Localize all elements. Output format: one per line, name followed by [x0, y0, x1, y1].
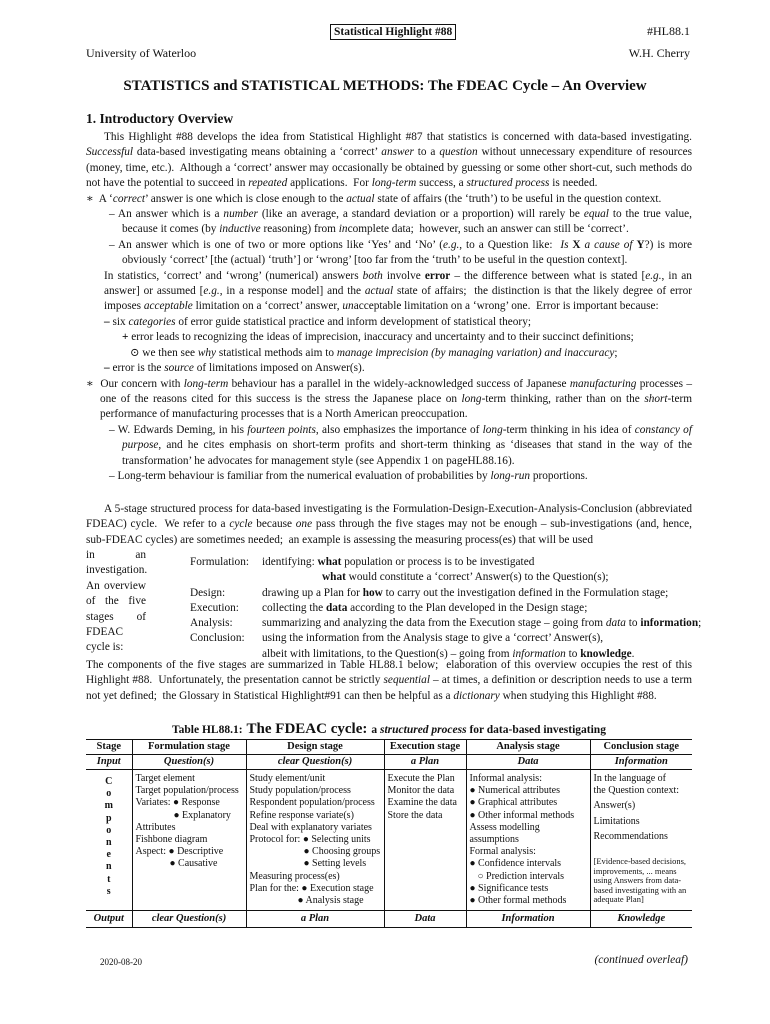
footer-date: 2020-08-20	[100, 957, 142, 967]
stage-name: Design:	[190, 586, 226, 599]
component-item: ● Explanatory	[173, 809, 231, 821]
continued-overleaf: (continued overleaf)	[594, 954, 688, 966]
component-item: Answer(s)	[593, 800, 636, 812]
component-item: Study population/process	[249, 785, 351, 797]
component-item: Deal with explanatory variates	[249, 821, 372, 833]
component-item: ● Other formal methods	[469, 895, 567, 907]
input-cell: Question(s)	[132, 755, 246, 770]
component-item: Protocol for: ● Selecting units	[249, 834, 371, 846]
output-cell: Output	[86, 911, 132, 928]
component-item: Fishbone diagram	[135, 834, 208, 846]
input-cell: a Plan	[384, 755, 466, 770]
error-paragraph: In statistics, ‘correct’ and ‘wrong’ (numerical) answers both involve error – the difference between what is stated [e.g., in an answer] or assumed [e.g., in a response model] and the actual state of affairs; the distinction is that the likely degree of error imposes acceptable limitation on a ‘correct’ answer, unacceptable limitation on a ‘wrong’ one. Error is important because:	[104, 269, 692, 313]
document-code: #HL88.1	[647, 24, 690, 38]
component-item: Informal analysis:	[469, 773, 542, 784]
component-item: ● Choosing groups	[303, 846, 381, 858]
output-cell: clear Question(s)	[132, 911, 246, 928]
execution-components	[384, 770, 466, 911]
component-item: In the language of	[593, 773, 666, 784]
header-cell: Conclusion stage	[590, 740, 692, 755]
component-item: Attributes	[135, 821, 176, 833]
component-item: Target element	[135, 773, 195, 784]
table-caption	[86, 720, 692, 738]
component-item: Variates: ● Response	[135, 797, 220, 809]
component-item: ● Other informal methods	[469, 809, 575, 821]
stage-text: identifying: what population or process is to be investigated	[262, 556, 535, 568]
header-cell: Execution stage	[384, 740, 466, 755]
header-cell: Stage	[86, 740, 132, 755]
stage-row-formulation-2	[190, 570, 701, 585]
component-item: Study element/unit	[249, 773, 326, 784]
component-item: ● Causative	[169, 858, 218, 870]
table-header-row	[86, 740, 692, 755]
subbullet-long-run: – Long-term behaviour is familiar from the numerical evaluation of probabilities by long-run proportions.	[109, 469, 588, 482]
stage-row-execution	[190, 601, 701, 616]
component-item: ● Numerical attributes	[469, 785, 560, 797]
author: W.H. Cherry	[628, 46, 690, 60]
error-reason-1: – six categories of error guide statistical practice and inform development of statistical theory;	[104, 315, 531, 328]
stage-name: Execution:	[190, 601, 239, 614]
stage-name: Conclusion:	[190, 632, 245, 645]
stages-list	[190, 555, 730, 662]
stage-text: what would constitute a ‘correct’ Answer(s) to the Question(s);	[322, 571, 609, 584]
component-item: ○ Prediction intervals	[477, 870, 565, 882]
component-item: the Question context:	[593, 785, 680, 797]
component-item: ● Confidence intervals	[469, 858, 562, 870]
component-item: Execute the Plan	[387, 773, 455, 784]
formulation-components	[132, 770, 246, 911]
component-item: ● Graphical attributes	[469, 797, 558, 809]
component-item: ● Setting levels	[303, 858, 367, 870]
stage-text: using the information from the Analysis stage to give a ‘correct’ Answer(s), albeit with limitations, to the Question(s) – going from information to knowledge.	[262, 632, 635, 660]
component-item: ● Significance tests	[469, 882, 549, 894]
subbullet-number: – An answer which is a number (like an average, a standard deviation or a proportion) will rarely be equal to the true value, because it comes (by inductive reasoning) from incomplete data; however, such an answer can still be ‘correct’.	[109, 208, 692, 236]
header-cell: Design stage	[246, 740, 384, 755]
component-item: Store the data	[387, 809, 443, 821]
components-paragraph: The components of the five stages are summarized in Table HL88.1 below; elaboration of this overview occupies the rest of this Highlight #88. Unfortunately, the presentation cannot be strictly sequential – at times, a definition or description needs to use a term not yet defined; the Glossary in Statistical Highlight#91 can then be helpful as a dictionary when studying this Highlight #88.	[86, 659, 692, 702]
stages-intro: in an investigation. An overview of the five stages of FDEAC cycle is:	[86, 549, 151, 654]
error-reason-4: – error is the source of limitations imposed on Answer(s).	[104, 362, 365, 375]
output-cell: Information	[466, 911, 590, 928]
output-cell: Data	[384, 911, 466, 928]
component-item: Plan for the: ● Execution stage	[249, 882, 374, 894]
error-reason-2: + error leads to recognizing the ideas of imprecision, inaccuracy and uncertainty and to their succinct definitions;	[122, 331, 634, 344]
component-item: Assess modelling assumptions	[469, 821, 540, 846]
section-body	[86, 130, 692, 484]
components-label: C o m p o n e n t s	[104, 776, 113, 897]
component-item: Formal analysis:	[469, 846, 536, 858]
component-item: ● Analysis stage	[297, 895, 364, 907]
subbullet-options: – An answer which is one of two or more options like ‘Yes’ and ‘No’ (e.g., to a Question like: Is X a cause of Y?) is more obviously ‘correct’ [the (actual) ‘truth’] or ‘wrong’ [too far from the ‘truth’ to be useful in the question context].	[109, 238, 692, 267]
section-heading: 1. Introductory Overview	[86, 111, 234, 126]
input-cell: Data	[466, 755, 590, 770]
component-item: Target population/process	[135, 785, 239, 797]
table-caption-prefix: Table HL88.1:	[172, 724, 243, 736]
component-item: Measuring process(es)	[249, 870, 340, 882]
input-cell: Input	[86, 755, 132, 770]
input-cell: clear Question(s)	[246, 755, 384, 770]
stage-row-formulation	[190, 555, 701, 570]
design-components	[246, 770, 384, 911]
stage-name: Analysis:	[190, 617, 233, 630]
input-cell: Information	[590, 755, 692, 770]
institution: University of Waterloo	[86, 46, 197, 60]
stage-text: drawing up a Plan for how to carry out the investigation defined in the Formulation stage;	[262, 586, 669, 599]
subbullet-deming: – W. Edwards Deming, in his fourteen points, also emphasizes the importance of long-term thinking in his idea of constancy of purpose, and he cites emphasis on short-term profits and short-term thinking as ‘diseases that stand in the way of the transformation’ he advocates for management style (see Appendix 1 on pageHL88.16).	[109, 423, 692, 467]
conclusion-components	[590, 770, 692, 911]
page-title: STATISTICS and STATISTICAL METHODS: The FDEAC Cycle – An Overview	[123, 78, 647, 94]
conclusion-note: [Evidence-based decisions, improvements, ... means using Answers from data-based investigating with an adequate Plan]	[593, 856, 687, 905]
stage-row-analysis	[190, 616, 701, 631]
fdeac-paragraph: A 5-stage structured process for data-based investigating is the Formulation-Design-Execution-Analysis-Conclusion (abbreviated FDEAC) cycle. We refer to a cycle because one pass through the five stages may not be enough – sub-investigations (and, hence, sub-FDEAC cycles) are sometimes needed; an example is assessing the measuring process(es) that will be used	[86, 503, 692, 546]
stage-text: collecting the data according to the Plan developed in the Design stage;	[262, 601, 588, 614]
fdeac-table	[86, 739, 692, 928]
table-input-row	[86, 755, 692, 770]
table-caption-main: The FDEAC cycle:	[246, 721, 368, 737]
output-cell: Knowledge	[590, 911, 692, 928]
component-item: Refine response variate(s)	[249, 809, 354, 821]
component-item: Monitor the data	[387, 785, 455, 797]
analysis-components	[466, 770, 590, 911]
highlight-label: Statistical Highlight #88	[330, 24, 456, 40]
table-caption-suffix: a structured process for data-based investigating	[371, 724, 606, 736]
header-cell: Analysis stage	[466, 740, 590, 755]
component-item: Examine the data	[387, 797, 457, 809]
bullet-long-term: ∗ Our concern with long-term behaviour has a parallel in the widely-acknowledged success of Japanese manufacturing processes – one of the reasons cited for this success is the stress the Japanese place on long-term thinking, rather than on the short-term performance of manufacturing processes that is a North American preoccupation.	[86, 377, 693, 421]
intro-paragraph: This Highlight #88 develops the idea from Statistical Highlight #87 that statistics is concerned with data-based investigating. Successful data-based investigating means obtaining a ‘correct’ answer to a question without unnecessary expenditure of resources (money, time, etc.). Although a ‘correct’ answer may occasionally be obtained by guessing or some other short-cut, such methods do not have the potential to succeed in repeated applications. For long-term success, a structured process is needed.	[86, 131, 692, 190]
stage-text: summarizing and analyzing the data from the Execution stage – going from data to information;	[262, 617, 702, 630]
bullet-correct-answer: ∗ A ‘correct’ answer is one which is close enough to the actual state of affairs (the ‘truth’) to be useful in the question context.	[86, 192, 662, 205]
table-output-row	[86, 911, 692, 928]
table-components-row	[86, 770, 692, 911]
error-reason-3: ⊙ we then see why statistical methods aim to manage imprecision (by managing variation) and inaccuracy;	[130, 346, 618, 359]
output-cell: a Plan	[246, 911, 384, 928]
stage-name: Formulation:	[190, 556, 249, 568]
component-item: Recommendations	[593, 830, 668, 842]
stage-row-design	[190, 586, 701, 601]
component-item: Respondent population/process	[249, 797, 375, 809]
header-cell: Formulation stage	[132, 740, 246, 755]
component-item: Limitations	[593, 815, 640, 827]
component-item: Aspect: ● Descriptive	[135, 846, 224, 858]
